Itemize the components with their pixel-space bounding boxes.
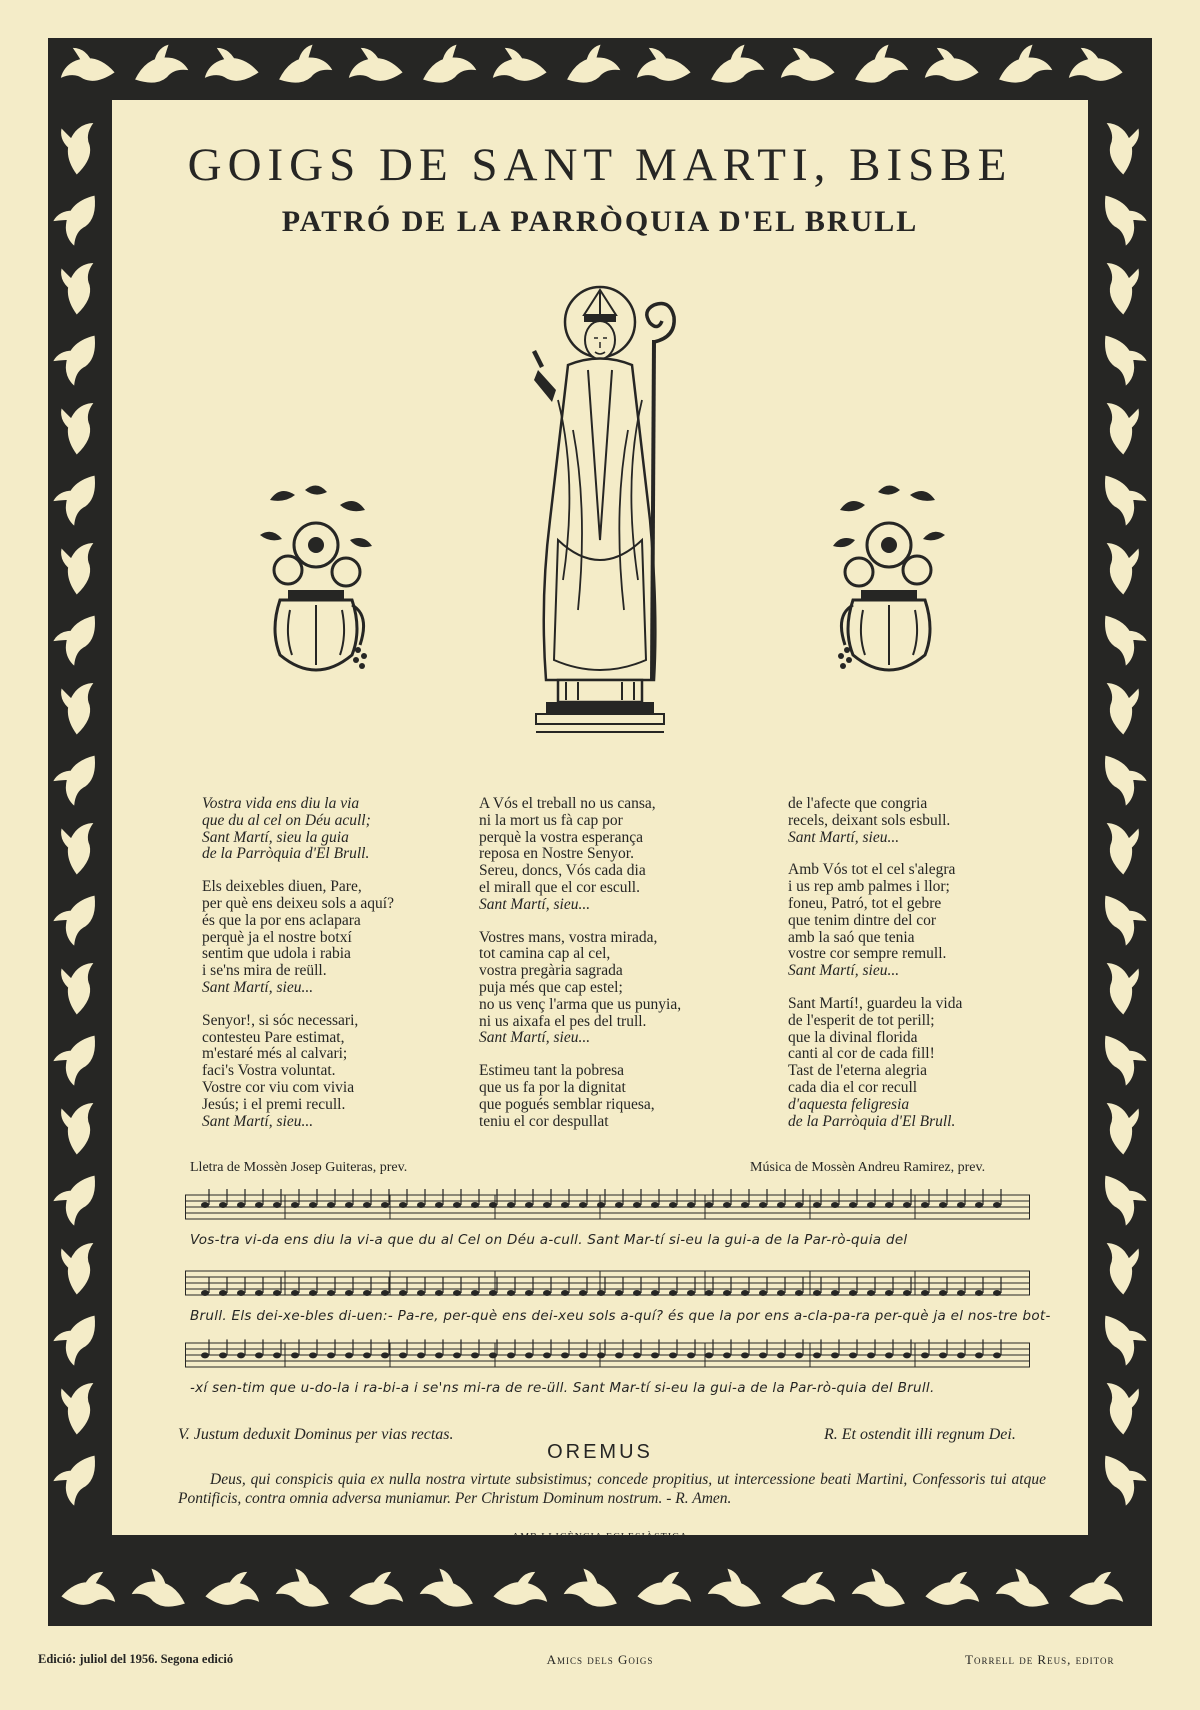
music-note xyxy=(597,1352,605,1358)
music-note xyxy=(489,1352,497,1358)
verse-line: ni us aixafa el pes del trull. xyxy=(479,1012,647,1030)
music-note xyxy=(201,1290,209,1296)
music-note xyxy=(327,1202,335,1208)
music-note xyxy=(417,1352,425,1358)
music-note xyxy=(201,1352,209,1358)
music-credit: Música de Mossèn Andreu Ramirez, prev. xyxy=(750,1160,986,1175)
verse-line: Senyor!, si sóc necessari, xyxy=(202,1011,359,1029)
music-note xyxy=(867,1352,875,1358)
stanza xyxy=(788,796,962,846)
verse-line: faci's Vostra voluntat. xyxy=(202,1062,336,1080)
music-note xyxy=(633,1290,641,1296)
music-note xyxy=(399,1202,407,1208)
music-note xyxy=(507,1352,515,1358)
music-note xyxy=(741,1352,749,1358)
music-note xyxy=(849,1202,857,1208)
music-note xyxy=(633,1202,641,1208)
verse-line: Sant Martí, sieu... xyxy=(479,1029,591,1047)
music-note xyxy=(219,1290,227,1296)
stanza xyxy=(788,862,962,980)
music-note xyxy=(705,1290,713,1296)
publisher-center: Amics dels Goigs xyxy=(546,1652,654,1667)
music-note xyxy=(957,1290,965,1296)
music-note xyxy=(381,1290,389,1296)
music-note xyxy=(291,1202,299,1208)
music-note xyxy=(561,1202,569,1208)
music-note xyxy=(903,1352,911,1358)
music-note xyxy=(291,1352,299,1358)
verse-line: que du al cel on Déu acull; xyxy=(202,811,371,829)
music-note xyxy=(525,1290,533,1296)
music-note xyxy=(903,1290,911,1296)
music-note xyxy=(885,1202,893,1208)
verse-line: tot camina cap al cel, xyxy=(479,945,611,963)
music-note xyxy=(795,1352,803,1358)
verse-line: sentim que udola i rabia xyxy=(202,945,351,963)
music-note xyxy=(867,1202,875,1208)
verse-line: d'aquesta feligresia xyxy=(788,1095,910,1113)
verse-line: que tenim dintre del cor xyxy=(788,911,937,929)
ecclesiastical-license: AMB LLICÈNCIA ECLESIÀSTICA xyxy=(512,1532,688,1543)
verse-line: reposa en Nostre Senyor. xyxy=(479,845,634,863)
music-note xyxy=(921,1352,929,1358)
music-note xyxy=(525,1202,533,1208)
edition-note: Edició: juliol del 1956. Segona edició xyxy=(38,1652,234,1666)
music-note xyxy=(777,1290,785,1296)
saint-martin-illustration xyxy=(518,280,683,765)
score-lyrics-3: -xí sen-tim que u-do-la i ra-bi-a i se'ns mi-ra de re-üll. Sant Mar-tí si-eu la gui-a de la Par-rò-quia del Brull. xyxy=(190,1380,935,1396)
verse-line: Sant Martí, sieu... xyxy=(202,978,314,996)
music-note xyxy=(993,1352,1001,1358)
verse-line: Jesús; i el premi recull. xyxy=(202,1095,346,1113)
music-note xyxy=(885,1290,893,1296)
music-note xyxy=(309,1202,317,1208)
stanza xyxy=(202,879,394,997)
music-note xyxy=(759,1290,767,1296)
music-note xyxy=(723,1290,731,1296)
music-note xyxy=(237,1352,245,1358)
music-note xyxy=(723,1352,731,1358)
music-note xyxy=(957,1352,965,1358)
verse-line: Els deixebles diuen, Pare, xyxy=(202,878,362,896)
verse-column-2 xyxy=(479,796,681,1146)
music-note xyxy=(417,1202,425,1208)
verse-line: no us venç l'arma que us punyia, xyxy=(479,995,682,1013)
music-note xyxy=(309,1290,317,1296)
music-note xyxy=(543,1202,551,1208)
stanza xyxy=(479,796,681,914)
verse-line: és que la por ens aclapara xyxy=(202,911,361,929)
verse-line: recels, deixant sols esbull. xyxy=(788,811,951,829)
music-note xyxy=(471,1202,479,1208)
music-note xyxy=(939,1290,947,1296)
music-staff-1 xyxy=(185,1187,1030,1227)
music-staff-3 xyxy=(185,1335,1030,1375)
music-note xyxy=(831,1202,839,1208)
music-note xyxy=(273,1352,281,1358)
music-note xyxy=(669,1290,677,1296)
stanza xyxy=(202,796,394,863)
music-note xyxy=(219,1352,227,1358)
music-note xyxy=(381,1352,389,1358)
music-note xyxy=(813,1352,821,1358)
music-note xyxy=(759,1202,767,1208)
music-note xyxy=(507,1202,515,1208)
lyrics-credit: Lletra de Mossèn Josep Guiteras, prev. xyxy=(190,1160,408,1175)
verse-line: cada dia el cor recull xyxy=(788,1078,918,1096)
verse-line: que la divinal florida xyxy=(788,1028,918,1046)
verse-line: vostra pregària sagrada xyxy=(479,962,623,980)
music-note xyxy=(975,1202,983,1208)
music-note xyxy=(993,1202,1001,1208)
stanza xyxy=(788,996,962,1130)
verse-line: Vostre cor viu com vivia xyxy=(202,1078,355,1096)
verse-line: de l'afecte que congria xyxy=(788,795,928,812)
music-note xyxy=(417,1290,425,1296)
music-note xyxy=(543,1290,551,1296)
verse-line: i us rep amb palmes i llor; xyxy=(788,878,950,896)
music-note xyxy=(579,1202,587,1208)
verse-line: que us fa por la dignitat xyxy=(479,1078,626,1096)
page-subtitle: PATRÓ DE LA PARRÒQUIA D'EL BRULL xyxy=(281,205,919,238)
verse-line: Tast de l'eterna alegria xyxy=(788,1062,927,1080)
music-note xyxy=(219,1202,227,1208)
prayer-text: Deus, qui conspicis quia ex nulla nostra virtute subsistimus; concede propitius, ut intercessione beati Martini, Confessoris tui atque Pontificis, contra omnia adversa muniamur. Per Christum Dominum nostrum. - R. Amen. xyxy=(178,1471,1046,1507)
music-note xyxy=(561,1352,569,1358)
music-note xyxy=(345,1202,353,1208)
stanza xyxy=(479,930,681,1048)
verse-line: i se'ns mira de reüll. xyxy=(202,962,327,980)
flower-vase-left-illustration xyxy=(250,480,382,690)
verse-line: foneu, Patró, tot el gebre xyxy=(788,894,942,912)
music-note xyxy=(561,1290,569,1296)
music-note xyxy=(813,1290,821,1296)
music-note xyxy=(363,1352,371,1358)
music-note xyxy=(255,1290,263,1296)
music-note xyxy=(579,1352,587,1358)
music-note xyxy=(651,1352,659,1358)
music-note xyxy=(201,1202,209,1208)
music-note xyxy=(345,1352,353,1358)
music-note xyxy=(435,1202,443,1208)
music-note xyxy=(651,1290,659,1296)
verse-line: Sant Martí, sieu... xyxy=(788,828,900,846)
music-note xyxy=(507,1290,515,1296)
music-note xyxy=(453,1352,461,1358)
music-note xyxy=(975,1290,983,1296)
verse-line: Vostres mans, vostra mirada, xyxy=(479,928,658,946)
music-note xyxy=(363,1290,371,1296)
music-note xyxy=(831,1352,839,1358)
music-note xyxy=(939,1202,947,1208)
verse-line: perquè la vostra esperança xyxy=(479,828,643,846)
music-note xyxy=(543,1352,551,1358)
music-note xyxy=(363,1202,371,1208)
verse-line: que pogués semblar riquesa, xyxy=(479,1095,655,1113)
music-staff-2 xyxy=(185,1263,1030,1303)
music-note xyxy=(237,1202,245,1208)
music-note xyxy=(471,1352,479,1358)
music-note xyxy=(237,1290,245,1296)
verse-line: Sant Martí, sieu la guia xyxy=(202,828,349,846)
music-note xyxy=(453,1290,461,1296)
music-note xyxy=(921,1202,929,1208)
music-note xyxy=(687,1290,695,1296)
music-note xyxy=(255,1202,263,1208)
music-note xyxy=(435,1352,443,1358)
music-note xyxy=(615,1202,623,1208)
verse-line: m'estaré més al calvari; xyxy=(202,1045,348,1063)
music-note xyxy=(921,1290,929,1296)
verse-column-1 xyxy=(202,796,394,1146)
verse-line: per què ens deixeu sols a aquí? xyxy=(202,894,394,912)
verse-column-3 xyxy=(788,796,962,1146)
verse-line: Vostra vida ens diu la via xyxy=(202,795,360,812)
music-note xyxy=(273,1202,281,1208)
music-note xyxy=(489,1290,497,1296)
music-note xyxy=(597,1202,605,1208)
flower-vase-right-illustration xyxy=(823,480,955,690)
verse-line: Sant Martí, sieu... xyxy=(788,962,900,980)
music-note xyxy=(633,1352,641,1358)
verse-line: perquè ja el nostre botxí xyxy=(202,928,352,946)
score-lyrics-1: Vos-tra vi-da ens diu la vi-a que du al Cel on Déu a-cull. Sant Mar-tí si-eu la gui-a de la Par-rò-quia del xyxy=(190,1232,908,1248)
music-note xyxy=(669,1352,677,1358)
music-note xyxy=(489,1202,497,1208)
music-note xyxy=(993,1290,1001,1296)
music-note xyxy=(291,1290,299,1296)
music-note xyxy=(957,1202,965,1208)
verse-line: amb la saó que tenia xyxy=(788,928,915,946)
music-note xyxy=(867,1290,875,1296)
music-note xyxy=(741,1290,749,1296)
verse-line: de la Parròquia d'El Brull. xyxy=(788,1112,956,1130)
music-note xyxy=(525,1352,533,1358)
music-note xyxy=(831,1290,839,1296)
editor-credit: Torrell de Reus, editor xyxy=(965,1652,1115,1667)
music-note xyxy=(903,1202,911,1208)
verse-line: teniu el cor despullat xyxy=(479,1112,609,1130)
music-note xyxy=(615,1352,623,1358)
music-note xyxy=(849,1290,857,1296)
stanza xyxy=(202,1013,394,1131)
stanza xyxy=(479,1063,681,1130)
music-note xyxy=(795,1290,803,1296)
music-note xyxy=(327,1352,335,1358)
verse-line: Sant Martí, sieu... xyxy=(479,895,591,913)
music-note xyxy=(687,1202,695,1208)
music-note xyxy=(381,1202,389,1208)
verse-line: A Vós el treball no us cansa, xyxy=(479,795,656,812)
music-note xyxy=(579,1290,587,1296)
music-note xyxy=(255,1352,263,1358)
verse-line: puja més que cap estel; xyxy=(479,978,623,996)
verse-line: vostre cor sempre remull. xyxy=(788,945,947,963)
music-note xyxy=(345,1290,353,1296)
verse-line: Sant Martí, sieu... xyxy=(202,1112,314,1130)
verse-line: ni la mort us fà cap por xyxy=(479,811,623,829)
music-note xyxy=(435,1290,443,1296)
music-note xyxy=(723,1202,731,1208)
music-note xyxy=(777,1352,785,1358)
music-note xyxy=(975,1352,983,1358)
response: R. Et ostendit illi regnum Dei. xyxy=(824,1426,1016,1443)
music-note xyxy=(399,1352,407,1358)
music-note xyxy=(741,1202,749,1208)
music-note xyxy=(813,1202,821,1208)
music-note xyxy=(705,1352,713,1358)
score-lyrics-2: Brull. Els dei-xe-bles di-uen:- Pa-re, per-què ens dei-xeu sols a-quí? és que la por ens a-cla-pa-ra per-què ja el nos-tre bot- xyxy=(190,1308,1051,1324)
music-note xyxy=(651,1202,659,1208)
verse-line: de la Parròquia d'El Brull. xyxy=(202,845,370,863)
verse-line: Sereu, doncs, Vós cada dia xyxy=(479,862,646,880)
page-title: GOIGS DE SANT MARTI, BISBE xyxy=(187,139,1013,191)
music-note xyxy=(309,1352,317,1358)
music-note xyxy=(453,1202,461,1208)
verse-line: de l'esperit de tot perill; xyxy=(788,1011,935,1029)
music-note xyxy=(795,1202,803,1208)
music-note xyxy=(399,1290,407,1296)
music-note xyxy=(669,1202,677,1208)
music-note xyxy=(615,1290,623,1296)
verse-line: Estimeu tant la pobresa xyxy=(479,1062,625,1080)
music-note xyxy=(777,1202,785,1208)
music-note xyxy=(705,1202,713,1208)
music-note xyxy=(849,1352,857,1358)
music-note xyxy=(759,1352,767,1358)
music-note xyxy=(273,1290,281,1296)
music-note xyxy=(939,1352,947,1358)
music-note xyxy=(597,1290,605,1296)
versicle: V. Justum deduxit Dominus per vias rectas. xyxy=(178,1426,454,1443)
music-note xyxy=(327,1290,335,1296)
verse-line: Sant Martí!, guardeu la vida xyxy=(788,994,963,1012)
verse-line: el mirall que el cor escull. xyxy=(479,878,640,896)
music-note xyxy=(885,1352,893,1358)
verse-line: contesteu Pare estimat, xyxy=(202,1028,345,1046)
verse-line: Amb Vós tot el cel s'alegra xyxy=(788,861,956,879)
oremus-heading: OREMUS xyxy=(547,1441,653,1463)
music-note xyxy=(471,1290,479,1296)
music-note xyxy=(687,1352,695,1358)
verse-line: canti al cor de cada fill! xyxy=(788,1045,935,1063)
